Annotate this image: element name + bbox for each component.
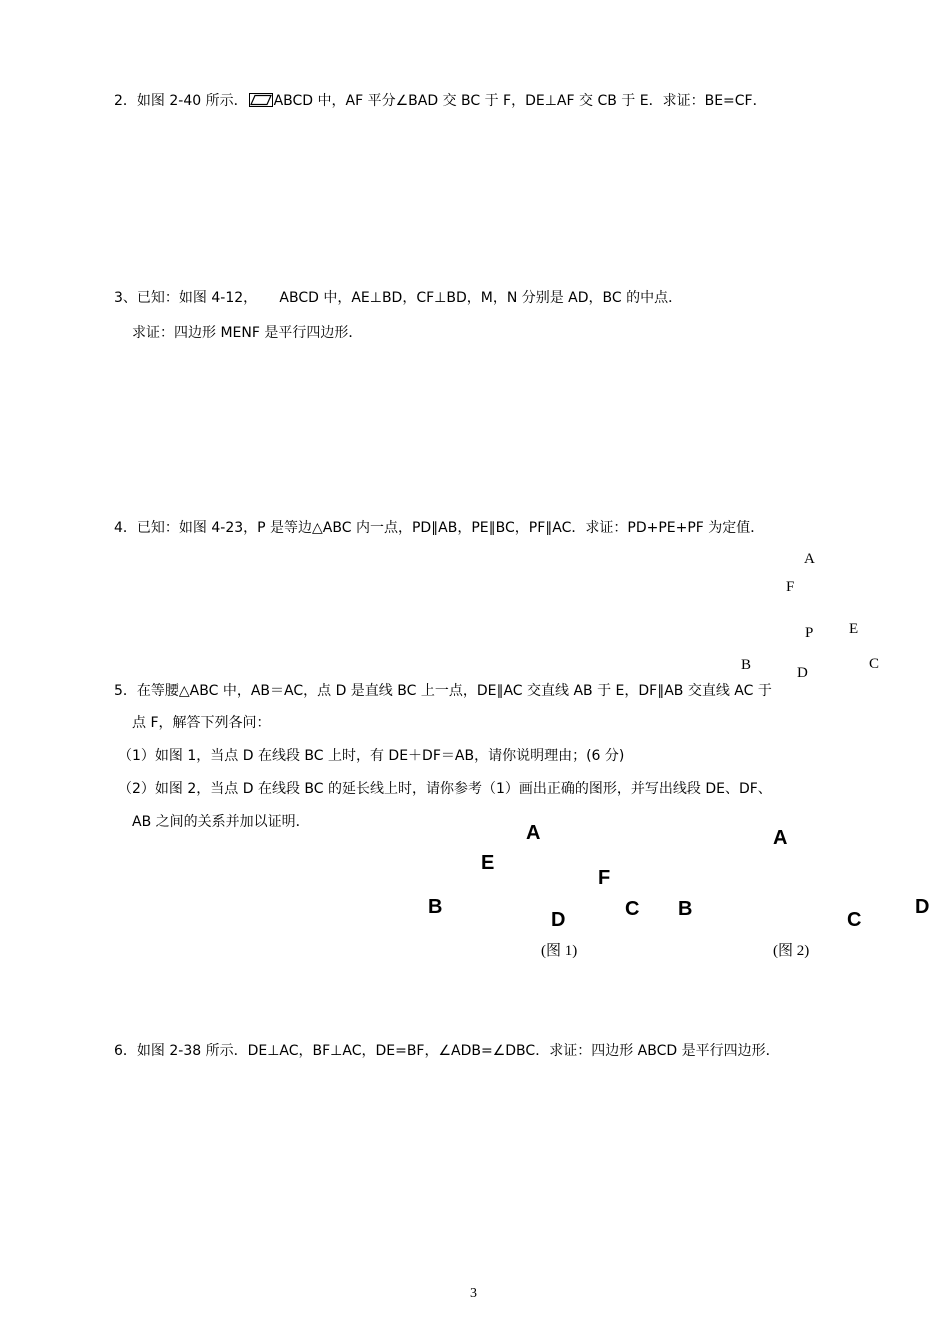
fig-2-label-d: D	[915, 896, 930, 918]
fig-2-label-b: B	[678, 898, 693, 920]
fig-1-label-a: A	[526, 822, 541, 844]
question-2-text: ABCD 中，AF 平分∠BAD 交 BC 于 F，DE⊥AF 交 CB 于 E．求证：BE=CF．	[273, 93, 767, 109]
fig-4-label-p: P	[805, 625, 814, 641]
fig-4-label-c: C	[869, 656, 880, 672]
question-3-line-2: 求证：四边形 MENF 是平行四边形．	[132, 325, 363, 341]
question-3-line-1: 3、已知：如图 4-12， ABCD 中，AE⊥BD，CF⊥BD，M，N 分别是 AD，BC 的中点．	[114, 290, 683, 306]
fig-1-label-c: C	[625, 898, 640, 920]
fig-1-label-f: F	[598, 867, 611, 889]
question-2-prefix: 2．如图 2-40 所示．	[114, 93, 248, 109]
question-5-line-3: （1）如图 1，当点 D 在线段 BC 上时，有 DE＋DF＝AB，请你说明理由；(6 分)	[118, 748, 625, 764]
fig-4-label-b: B	[741, 657, 752, 673]
question-5-line-4: （2）如图 2，当点 D 在线段 BC 的延长线上时，请你参考（1）画出正确的图形，并写出线段 DE、DF、	[118, 781, 772, 797]
fig-4-label-a: A	[804, 551, 815, 567]
fig-1-label-d: D	[551, 909, 566, 931]
question-4: 4．已知：如图 4-23，P 是等边△ABC 内一点，PD∥AB，PE∥BC，PF∥AC．求证：PD+PE+PF 为定值．	[114, 520, 765, 536]
fig-4-label-e: E	[849, 621, 859, 637]
question-5-line-5: AB 之间的关系并加以证明．	[132, 814, 310, 830]
page-number: 3	[470, 1286, 477, 1301]
fig-1-label-b: B	[428, 896, 443, 918]
parallelogram-icon	[249, 93, 273, 107]
fig-4-label-d: D	[797, 665, 808, 681]
question-6: 6．如图 2-38 所示．DE⊥AC，BF⊥AC，DE=BF，∠ADB=∠DBC．求证：四边形 ABCD 是平行四边形．	[114, 1043, 780, 1059]
fig-2-label-c: C	[847, 909, 862, 931]
fig-4-label-f: F	[786, 579, 795, 595]
fig-1-label-e: E	[481, 852, 495, 874]
question-5-line-2: 点 F，解答下列各问：	[132, 715, 271, 731]
fig-2-caption: (图 2)	[773, 943, 810, 959]
fig-1-caption: (图 1)	[541, 943, 578, 959]
question-2	[114, 92, 767, 110]
fig-2-label-a: A	[773, 827, 788, 849]
question-5-line-1: 5．在等腰△ABC 中，AB＝AC，点 D 是直线 BC 上一点，DE∥AC 交直线 AB 于 E，DF∥AB 交直线 AC 于	[114, 683, 772, 699]
